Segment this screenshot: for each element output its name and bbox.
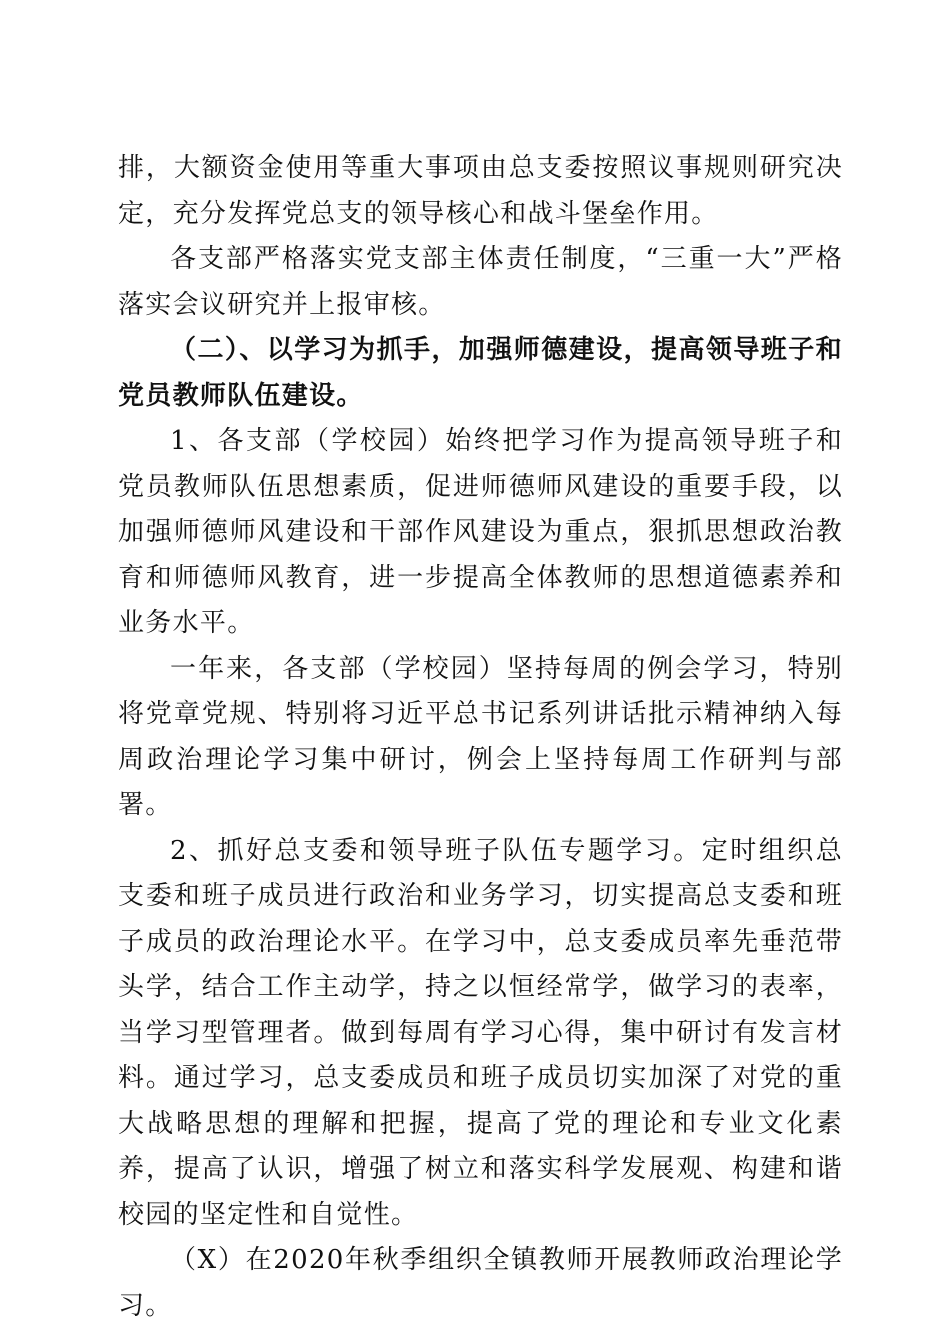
paragraph-continuation: 排，大额资金使用等重大事项由总支委按照议事规则研究决定，充分发挥党总支的领导核心和战斗堡垒作用。 bbox=[118, 153, 843, 229]
paragraph-weekly-study: 一年来，各支部（学校园）坚持每周的例会学习，特别将党章党规、特别将习近平总书记系列讲话批示精神纳入每周政治理论学习集中研讨，例会上坚持每周工作研判与部署。 bbox=[118, 653, 843, 820]
document-body bbox=[118, 146, 843, 1329]
paragraph-branch-responsibility: 各支部严格落实党支部主体责任制度，“三重一大”严格落实会议研究并上报审核。 bbox=[118, 244, 843, 320]
paragraph-autumn-study: （X）在2020年秋季组织全镇教师开展教师政治理论学习。 bbox=[118, 1245, 843, 1321]
paragraph-item-1: 1、各支部（学校园）始终把学习作为提高领导班子和党员教师队伍思想素质，促进师德师风建设的重要手段，以加强师德师风建设和干部作风建设为重点，狠抓思想政治教育和师德师风教育，进一步提高全体教师的思想道德素养和业务水平。 bbox=[118, 426, 843, 638]
section-heading-2: （二）、以学习为抓手，加强师德建设，提高领导班子和党员教师队伍建设。 bbox=[118, 335, 843, 411]
paragraph-item-2: 2、抓好总支委和领导班子队伍专题学习。定时组织总支委和班子成员进行政治和业务学习，切实提高总支委和班子成员的政治理论水平。在学习中，总支委成员率先垂范带头学，结合工作主动学，持之以恒经常学，做学习的表率，当学习型管理者。做到每周有学习心得，集中研讨有发言材料。通过学习，总支委成员和班子成员切实加深了对党的重大战略思想的理解和把握，提高了党的理论和专业文化素养，提高了认识，增强了树立和落实科学发展观、构建和谐校园的坚定性和自觉性。 bbox=[118, 835, 843, 1230]
